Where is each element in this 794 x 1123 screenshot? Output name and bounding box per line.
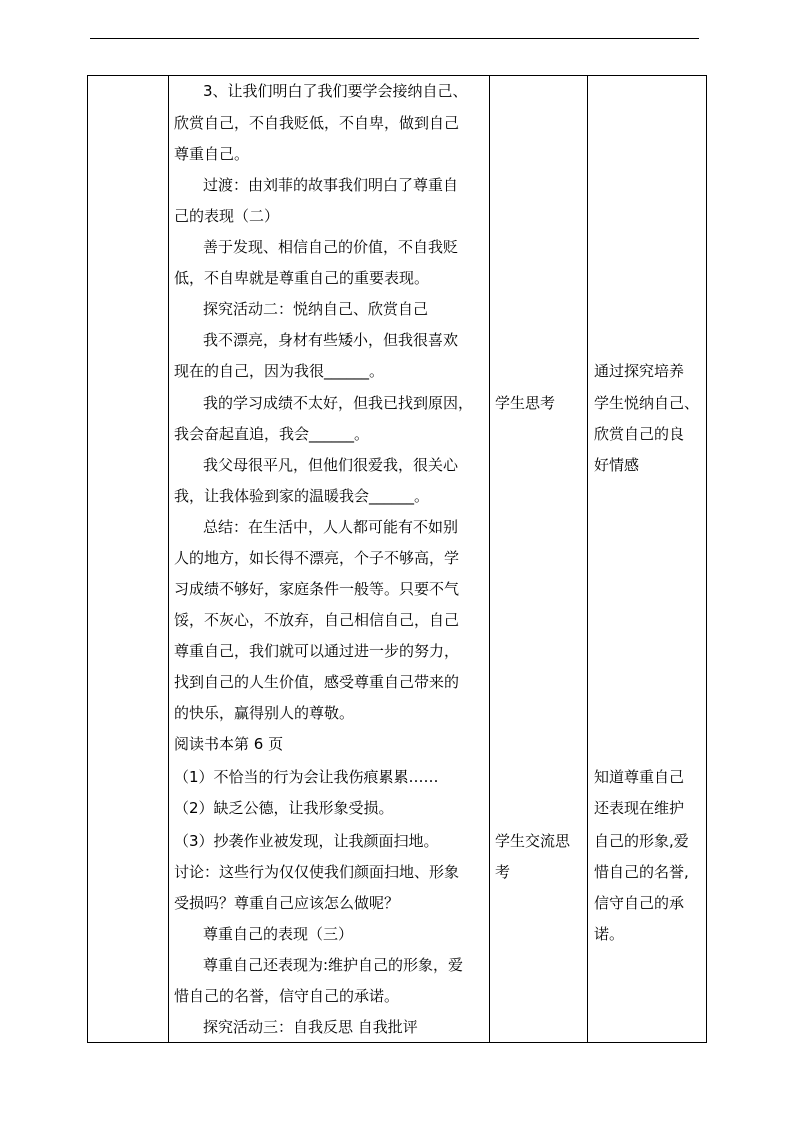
content-line: （1）不恰当的行为会让我伤痕累累…… (174, 768, 439, 786)
content-line: 尊重自己还表现为:维护自己的形象，爱 (203, 956, 464, 974)
design-intent-text: 诺。 (594, 925, 625, 943)
student-activity-text: 考 (495, 863, 511, 881)
content-line: 尊重自己。 (174, 145, 250, 163)
content-line: 现在的自己，因为我很______。 (174, 362, 385, 380)
content-line: 探究活动三：自我反思 自我批评 (203, 1018, 418, 1036)
content-line: 总结：在生活中，人人都可能有不如别 (203, 518, 459, 536)
content-line: 馁，不灰心，不放弃，自己相信自己，自己 (174, 611, 460, 629)
student-activity-text: 学生思考 (495, 394, 556, 412)
design-intent-text: 信守自己的承 (594, 894, 685, 912)
content-line: 尊重自己，我们就可以通过进一步的努力， (174, 642, 460, 660)
content-line: 探究活动二：悦纳自己、欣赏自己 (203, 300, 429, 318)
content-line: 阅读书本第 6 页 (174, 735, 284, 753)
content-line: 找到自己的人生价值，感受尊重自己带来的 (174, 673, 460, 691)
content-line: 我的学习成绩不太好，但我已找到原因， (203, 394, 474, 412)
design-intent-text: 好情感 (594, 456, 640, 474)
content-line: 善于发现、相信自己的价值，不自我贬 (203, 238, 459, 256)
content-line: 受损吗？尊重自己应该怎么做呢？ (174, 894, 400, 912)
content-line: 惜自己的名誉，信守自己的承诺。 (174, 987, 400, 1005)
content-line: 己的表现（二） (174, 207, 280, 225)
content-line: 习成绩不够好，家庭条件一般等。只要不气 (174, 580, 460, 598)
content-line: 我会奋起直追，我会______。 (174, 425, 370, 443)
content-line: 低，不自卑就是尊重自己的重要表现。 (174, 269, 430, 287)
content-line: 欣赏自己，不自我贬低，不自卑，做到自己 (174, 114, 460, 132)
content-cell (174, 76, 486, 1042)
content-line: 的快乐，赢得别人的尊敬。 (174, 704, 355, 722)
column-divider-3 (587, 76, 588, 1042)
content-line: 3、让我们明白了我们要学会接纳自己、 (203, 82, 468, 100)
design-intent-cell (594, 76, 706, 1042)
design-intent-text: 通过探究培养 (594, 362, 685, 380)
design-intent-text: 知道尊重自己 (594, 768, 685, 786)
column-divider-1 (168, 76, 169, 1042)
student-activity-text: 学生交流思 (495, 832, 571, 850)
design-intent-text: 欣赏自己的良 (594, 425, 685, 443)
content-line: （3）抄袭作业被发现，让我颜面扫地。 (174, 832, 439, 850)
content-line: 我，让我体验到家的温暖我会______。 (174, 487, 430, 505)
design-intent-text: 学生悦纳自己、 (594, 394, 700, 412)
content-line: 尊重自己的表现（三） (203, 925, 354, 943)
content-line: 过渡：由刘菲的故事我们明白了尊重自 (203, 176, 459, 194)
content-line: （2）缺乏公德，让我形象受损。 (174, 799, 394, 817)
design-intent-text: 自己的形象,爱 (594, 832, 689, 850)
content-line: 讨论：这些行为仅仅使我们颜面扫地、形象 (174, 863, 460, 881)
content-line: 我父母很平凡，但他们很爱我，很关心 (203, 456, 459, 474)
header-rule (90, 38, 699, 39)
student-activity-cell (495, 76, 585, 1042)
design-intent-text: 还表现在维护 (594, 799, 685, 817)
design-intent-text: 惜自己的名誉, (594, 863, 689, 881)
column-divider-2 (489, 76, 490, 1042)
content-line: 人的地方，如长得不漂亮，个子不够高，学 (174, 549, 460, 567)
lesson-table (87, 75, 707, 1043)
content-line: 我不漂亮，身材有些矮小，但我很喜欢 (203, 331, 459, 349)
